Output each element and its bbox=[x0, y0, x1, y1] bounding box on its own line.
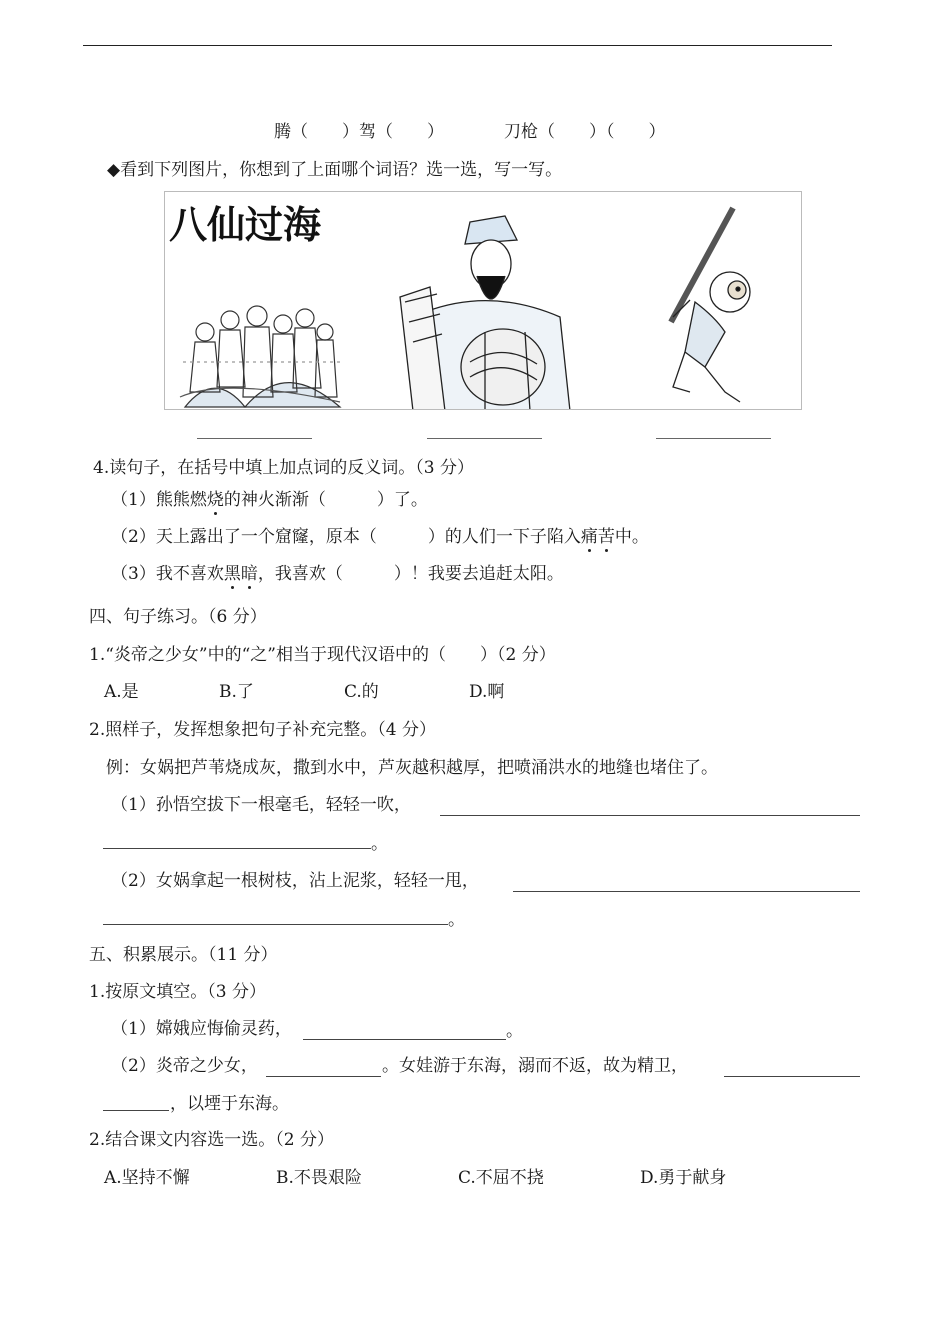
sec5-q2-option-d[interactable]: D.勇于献身 bbox=[640, 1168, 727, 1188]
sec5-q2: 2.结合课文内容选一选。（2 分） bbox=[89, 1130, 334, 1150]
q4-sentence-3 bbox=[111, 562, 564, 586]
dotted-word: 痛 bbox=[580, 527, 598, 547]
text-segment: 的神火渐渐（ ）了。 bbox=[223, 490, 428, 510]
word-pair-dao: 刀枪（ ）（ ） bbox=[504, 122, 666, 142]
sec4-q1: 1.“炎帝之少女”中的“之”相当于现代汉语中的（ ）（2 分） bbox=[89, 645, 556, 665]
sec4-q1-option-a[interactable]: A.是 bbox=[104, 682, 139, 702]
answer-blank-5-2c[interactable] bbox=[103, 1092, 169, 1111]
sec4-q1-option-d[interactable]: D.啊 bbox=[469, 682, 505, 702]
sec5-q1-item-2: （2）炎帝之少女， bbox=[111, 1056, 258, 1076]
answer-blank-q2-2a[interactable] bbox=[513, 873, 860, 892]
sec5-q1-item-2-end: ，以堙于东海。 bbox=[170, 1094, 289, 1114]
answer-blank-q2-2b[interactable] bbox=[103, 906, 448, 925]
sec5-q2-option-a[interactable]: A.坚持不懈 bbox=[104, 1168, 190, 1188]
illustration-svg bbox=[165, 192, 802, 410]
word-pair-teng: 腾（ ）驾（ ） bbox=[274, 122, 444, 142]
q4-sentence-1 bbox=[111, 488, 428, 512]
sec4-q2-item-1: （1）孙悟空拔下一根毫毛，轻轻一吹， bbox=[111, 795, 411, 815]
sec4-q1-option-c[interactable]: C.的 bbox=[344, 682, 379, 702]
sec4-q1-option-b[interactable]: B.了 bbox=[219, 682, 254, 702]
text-segment: （1）熊熊燃 bbox=[111, 490, 207, 510]
answer-blank-5-2b[interactable] bbox=[724, 1058, 860, 1077]
eight-immortals-illustration bbox=[180, 306, 340, 407]
text-segment: （2）天上露出了一个窟窿，原本（ ）的人们一下子陷入 bbox=[111, 527, 581, 547]
section-5-title: 五、积累展示。（11 分） bbox=[89, 945, 278, 965]
answer-blank-5-2a[interactable] bbox=[266, 1058, 381, 1077]
dotted-word: 烧 bbox=[206, 490, 224, 510]
monkey-king-illustration bbox=[671, 208, 750, 402]
sec4-q2: 2.照样子，发挥想象把句子补充完整。（4 分） bbox=[89, 720, 436, 740]
q4-title: 4.读句子，在括号中填上加点词的反义词。（3 分） bbox=[93, 458, 474, 478]
answer-blank-q2-1a[interactable] bbox=[440, 797, 860, 816]
sec5-q2-option-c[interactable]: C.不屈不挠 bbox=[458, 1168, 544, 1188]
sec5-q1-item-2-mid: 。女娃游于东海，溺而不返，故为精卫， bbox=[382, 1056, 688, 1076]
section-4-title: 四、句子练习。（6 分） bbox=[89, 607, 267, 627]
text-segment: 中。 bbox=[614, 527, 649, 547]
text-segment: （3）我不喜欢 bbox=[111, 564, 224, 584]
sec4-example: 例：女娲把芦苇烧成灰，撒到水中，芦灰越积越厚，把喷涌洪水的地缝也堵住了。 bbox=[106, 758, 718, 778]
q4-sentence-2 bbox=[111, 525, 649, 549]
answer-line-1[interactable] bbox=[197, 438, 312, 439]
illustration-panel bbox=[164, 191, 802, 410]
text-segment: ，我喜欢（ ）！我要去追赶太阳。 bbox=[257, 564, 564, 584]
period: 。 bbox=[506, 1021, 523, 1041]
scholar-illustration bbox=[400, 216, 570, 410]
answer-line-3[interactable] bbox=[656, 438, 771, 439]
dotted-word: 黑 bbox=[223, 564, 241, 584]
period: 。 bbox=[371, 834, 388, 854]
dotted-word: 苦 bbox=[597, 527, 615, 547]
sec5-q1-item-1: （1）嫦娥应悔偷灵药， bbox=[111, 1019, 292, 1039]
answer-line-2[interactable] bbox=[427, 438, 542, 439]
dotted-word: 暗 bbox=[240, 564, 258, 584]
sec5-q1: 1.按原文填空。（3 分） bbox=[89, 982, 266, 1002]
answer-blank-5-1[interactable] bbox=[303, 1021, 506, 1040]
sec5-q2-option-b[interactable]: B.不畏艰险 bbox=[276, 1168, 362, 1188]
header-rule bbox=[83, 45, 832, 46]
calligraphy-title: 八仙过海 bbox=[169, 202, 322, 247]
answer-blank-q2-1b[interactable] bbox=[103, 830, 371, 849]
sec4-q2-item-2: （2）女娲拿起一根树枝，沾上泥浆，轻轻一甩， bbox=[111, 871, 479, 891]
q3-prompt: ◆看到下列图片，你想到了上面哪个词语？选一选，写一写。 bbox=[107, 160, 563, 180]
period: 。 bbox=[448, 910, 465, 930]
